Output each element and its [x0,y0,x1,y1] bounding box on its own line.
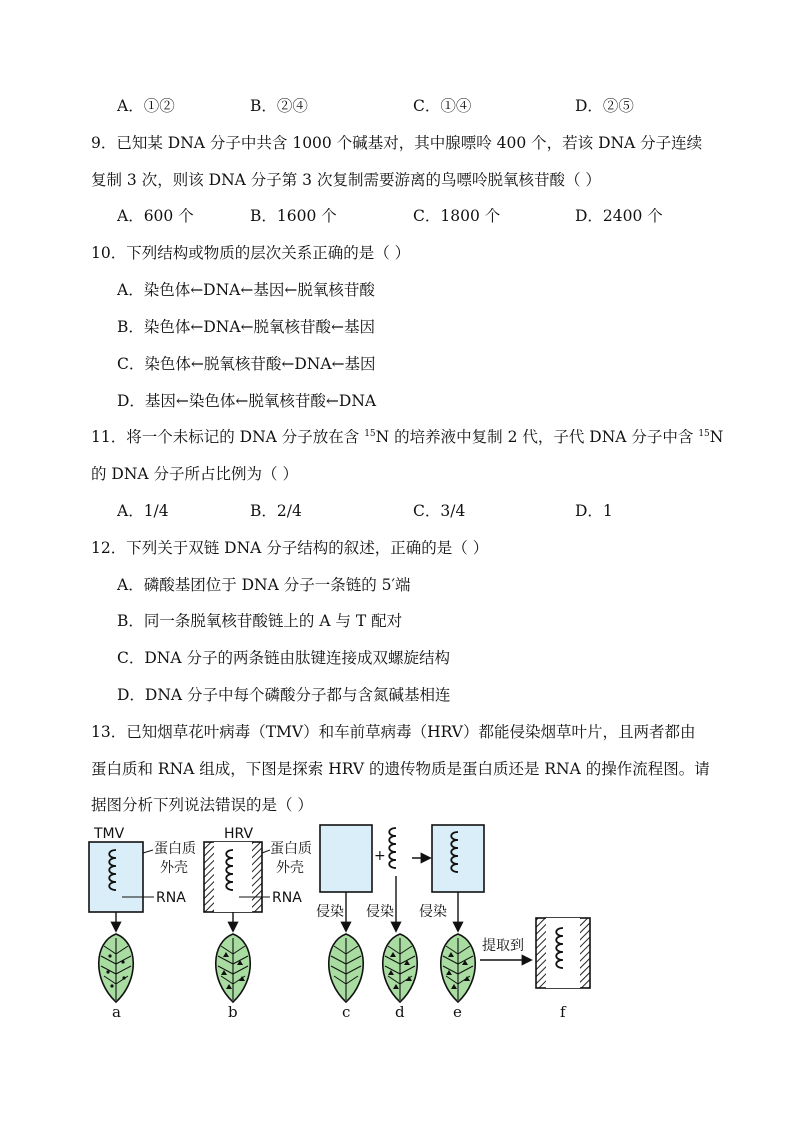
leaf-d [383,934,418,1002]
q11-stem-line2: 的 DNA 分子所占比例为（ ） [91,465,298,483]
label-d: d [395,1003,405,1021]
hrv-label: HRV [224,826,254,842]
tmv-rna-label: RNA [156,890,186,906]
q9-option-b: B．1600 个 [250,207,337,225]
q12-option-d: D．DNA 分子中每个磷酸分子都与含氮碱基相连 [117,686,451,704]
q11-stem-line1: 11．将一个未标记的 DNA 分子放在含 $^{15}$N 的培养液中复制 2 代，子代 DNA 分子中含 $^{15}$N [91,428,724,446]
infect-c-label: 侵染 [316,904,344,920]
q9-option-c: C．1800 个 [413,207,501,225]
infect-d-label: 侵染 [366,904,394,920]
q10-option-c: C．染色体←脱氧核苷酸←DNA←基因 [117,355,376,373]
q13-stem-line2: 蛋白质和 RNA 组成，下图是探索 HRV 的遗传物质是蛋白质还是 RNA 的操作流程图。请 [91,760,710,778]
q9-stem-line1: 9．已知某 DNA 分子中共含 1000 个碱基对，其中腺嘌呤 400 个，若该 DNA 分子连续 [91,134,703,152]
q13-stem-line1: 13．已知烟草花叶病毒（TMV）和车前草病毒（HRV）都能侵染烟草叶片，且两者都由 [91,723,696,741]
hrv-protein-label: 蛋白质 [270,841,312,857]
q11-option-b: B．2/4 [250,502,302,520]
label-f: f [560,1003,566,1021]
reconstituted-virus-box [432,825,484,892]
q10-option-a: A．染色体←DNA←基因←脱氧核苷酸 [117,281,375,299]
isolated-rna-coil [389,828,396,868]
q11-option-d: D．1 [575,502,613,520]
plus-sign: + [374,848,386,864]
q8-option-c: C．①④ [413,97,472,115]
label-a: a [112,1003,121,1021]
leaf-b [216,934,251,1002]
hrv-rna-label: RNA [272,890,302,906]
q10-option-b: B．染色体←DNA←脱氧核苷酸←基因 [117,318,376,336]
q9-stem-line2: 复制 3 次，则该 DNA 分子第 3 次复制需要游离的鸟嘌呤脱氧核苷酸（ ） [91,171,601,189]
q12-option-b: B．同一条脱氧核苷酸链上的 A 与 T 配对 [117,612,403,630]
leaf-a [99,934,134,1002]
q10-option-d: D．基因←染色体←脱氧核苷酸←DNA [117,392,377,410]
q11-option-a: A．1/4 [117,502,169,520]
hrv-shell-label: 外壳 [276,860,304,876]
q12-stem: 12．下列关于双链 DNA 分子结构的叙述，正确的是（ ） [91,539,489,557]
q12-option-c: C．DNA 分子的两条链由肽键连接成双螺旋结构 [117,649,450,667]
q13-stem-line3: 据图分析下列说法错误的是（ ） [91,796,313,814]
tmv-virus-box [89,842,143,912]
tmv-protein-label: 蛋白质 [154,841,196,857]
extract-label: 提取到 [482,938,524,954]
label-c: c [342,1003,351,1021]
leaf-c [329,934,364,1002]
q8-option-a: A．①② [117,97,175,115]
q12-option-a: A．磷酸基团位于 DNA 分子一条链的 5′端 [117,576,411,594]
q10-stem: 10．下列结构或物质的层次关系正确的是（ ） [91,244,411,262]
q8-option-d: D．②⑤ [575,97,634,115]
hrv-protein-box [320,825,372,892]
label-e: e [453,1003,462,1021]
q11-option-c: C．3/4 [413,502,466,520]
infect-e-label: 侵染 [419,904,447,920]
virus-infection-flow-diagram [84,820,624,1030]
tmv-shell-label: 外壳 [160,860,188,876]
q9-option-a: A．600 个 [117,207,194,225]
label-b: b [228,1003,238,1021]
q9-option-d: D．2400 个 [575,207,663,225]
tmv-label: TMV [94,826,125,842]
q8-option-b: B．②④ [250,97,308,115]
leaf-e [441,934,476,1002]
